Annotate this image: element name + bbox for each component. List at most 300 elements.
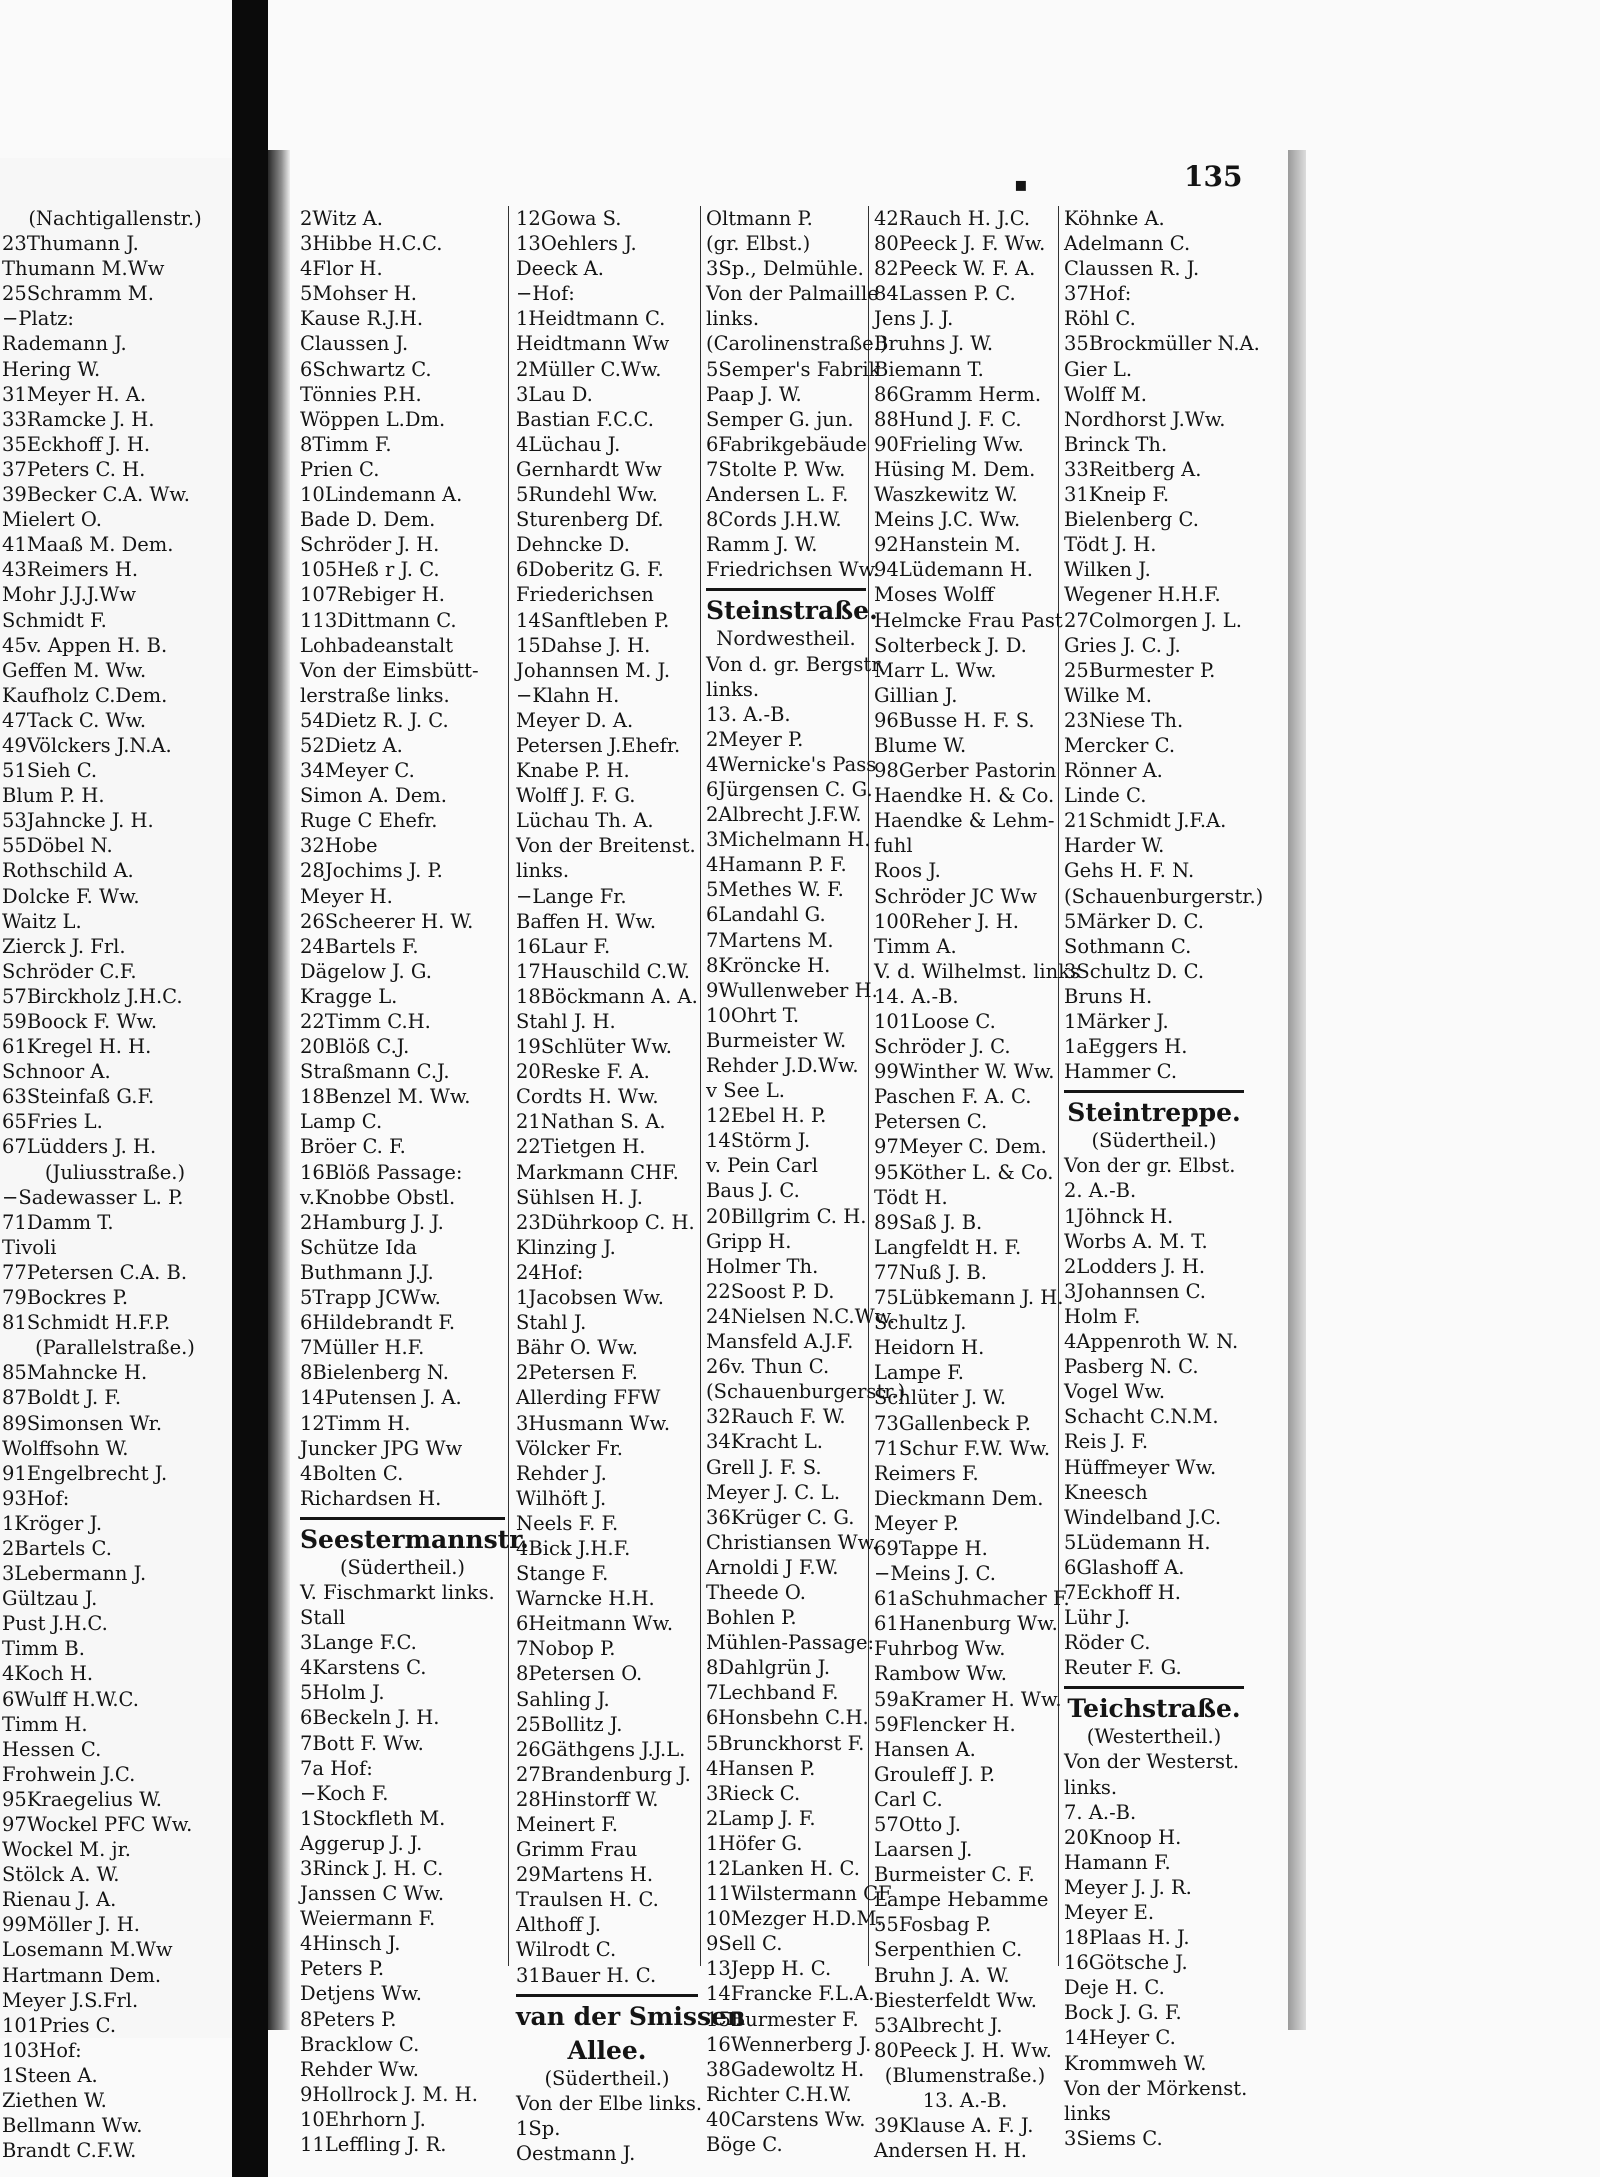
directory-entry: Theede O. (706, 1580, 806, 1604)
directory-entry: (gr. Elbst.) (706, 232, 811, 256)
directory-entry: Tivoli (2, 1235, 57, 1259)
street-note: (Blumenstraße.) (884, 2063, 1046, 2087)
directory-entry: 1Jacobsen Ww. (516, 1286, 664, 1310)
directory-entry: 26Gäthgens J.J.L. (516, 1737, 686, 1761)
directory-entry: 86Gramm Herm. (874, 382, 1042, 406)
directory-entry: 18Böckmann A. A. (516, 984, 698, 1008)
directory-entry: 16Laur F. (516, 934, 611, 958)
directory-entry: 21Nathan S. A. (516, 1110, 666, 1134)
directory-column-5 (1064, 206, 1264, 2151)
directory-entry: 6Jürgensen C. G. (706, 777, 873, 801)
directory-entry: Burmeister C. F. (874, 1863, 1035, 1887)
directory-entry: Prien C. (300, 457, 380, 481)
directory-entry: 51Sieh C. (2, 759, 98, 783)
directory-entry: 1Märker J. (1064, 1010, 1169, 1033)
directory-entry: 57Birckholz J.H.C. (2, 984, 183, 1008)
directory-entry: 20Billgrim C. H. (706, 1204, 867, 1228)
directory-entry: 101Pries C. (2, 2013, 117, 2037)
directory-entry: Schröder J. C. (874, 1035, 1011, 1059)
directory-entry: Straßmann C.J. (300, 1060, 450, 1084)
directory-entry: Richter C.H.W. (706, 2082, 852, 2106)
directory-entry: 34Meyer C. (300, 759, 415, 783)
directory-entry: Sühlsen H. J. (516, 1185, 643, 1209)
directory-entry: Bastian F.C.C. (516, 407, 654, 431)
directory-entry: Solterbeck J. D. (874, 633, 1027, 657)
directory-entry: 8Petersen O. (516, 1662, 643, 1686)
directory-entry: 5Brunckhorst F. (706, 1731, 865, 1755)
directory-entry: 1Kröger J. (2, 1511, 103, 1535)
directory-entry: 6Doberitz G. F. (516, 558, 664, 582)
directory-entry: 41Maaß M. Dem. (2, 533, 174, 557)
directory-entry: 1Höfer G. (706, 1831, 803, 1855)
directory-entry: 71Schur F.W. Ww. (874, 1436, 1051, 1460)
directory-entry: 75Lübkemann J. H. (874, 1286, 1064, 1310)
directory-entry: 82Peeck W. F. A. (874, 257, 1036, 281)
directory-entry: 5Methes W. F. (706, 878, 844, 902)
directory-entry: 14Francke F.L.A. (706, 1982, 875, 2006)
street-note: 13. A.-B. (922, 2089, 1008, 2113)
directory-entry: Bähr O. Ww. (516, 1336, 638, 1360)
directory-entry: 9Hollrock J. M. H. (300, 2082, 478, 2106)
directory-entry: 98Gerber Pastorin (874, 759, 1057, 783)
directory-entry: Von d. gr. Bergstr. (706, 652, 885, 676)
directory-entry: 14Störm J. (706, 1129, 811, 1153)
directory-entry: Ruge C Ehefr. (300, 809, 438, 833)
directory-entry: Blum P. H. (2, 784, 105, 808)
street-note: (Juliusstraße.) (44, 1160, 186, 1184)
directory-entry: Lamp C. (300, 1110, 383, 1134)
directory-entry: Schröder C.F. (2, 959, 137, 983)
directory-entry: Dieckmann Dem. (874, 1486, 1044, 1510)
directory-entry: 42Rauch H. J.C. (874, 207, 1031, 230)
directory-entry: 100Reher J. H. (874, 909, 1019, 933)
directory-entry: 10Ohrt T. (706, 1003, 800, 1027)
directory-entry: 24Hof: (516, 1260, 584, 1284)
directory-entry: Friederichsen (516, 583, 654, 607)
directory-entry: 5Rundehl Ww. (516, 483, 658, 507)
directory-entry: −Klahn H. (516, 683, 620, 707)
directory-entry: Bock J. G. F. (1064, 2001, 1182, 2025)
directory-entry: Meyer P. (874, 1511, 959, 1535)
directory-entry: 52Dietz A. (300, 733, 403, 757)
directory-entry: 87Boldt J. F. (2, 1386, 122, 1410)
directory-entry: 96Busse H. F. S. (874, 708, 1035, 732)
directory-entry: Frohwein J.C. (2, 1762, 136, 1786)
directory-entry: 71Damm T. (2, 1210, 114, 1234)
directory-entry: Rönner A. (1064, 759, 1163, 783)
directory-entry: Gripp H. (706, 1229, 792, 1253)
street-note: (Schauenburgerstr.) (1064, 884, 1264, 908)
directory-entry: 18Plaas H. J. (1064, 1926, 1190, 1950)
directory-entry: Völcker Fr. (516, 1436, 623, 1460)
directory-entry: Knabe P. H. (516, 759, 630, 783)
street-heading: Steinstraße. (706, 596, 878, 626)
directory-entry: 23Niese Th. (1064, 708, 1184, 732)
directory-entry: 4Koch H. (2, 1662, 94, 1686)
directory-entry: 59aKramer H. Ww. (874, 1687, 1062, 1711)
directory-entry: 4Bolten C. (300, 1461, 404, 1485)
directory-entry: 28Jochims J. P. (300, 859, 443, 883)
directory-entry: 7Müller H.F. (300, 1336, 425, 1360)
directory-entry: 6Glashoff A. (1064, 1555, 1185, 1579)
directory-entry: Lampe Hebamme (874, 1888, 1049, 1912)
directory-entry: 14. A.-B. (874, 984, 959, 1008)
directory-entry: Hartmann Dem. (2, 1963, 162, 1987)
section-rule (706, 588, 866, 591)
directory-entry: 6Landahl G. (706, 903, 826, 927)
directory-entry: Schröder J. H. (300, 533, 440, 557)
directory-entry: Bielenberg C. (1064, 508, 1199, 532)
directory-entry: 13Oehlers J. (516, 232, 637, 256)
directory-entry: 12Gowa S. (516, 207, 622, 230)
directory-entry: Zierck J. Frl. (2, 934, 126, 958)
directory-entry: Biemann T. (874, 357, 984, 381)
directory-entry: 2Müller C.Ww. (516, 357, 662, 381)
directory-entry: 2Lodders J. H. (1064, 1254, 1206, 1278)
directory-entry: Wolff M. (1064, 382, 1147, 406)
directory-entry: 59Boock F. Ww. (2, 1010, 158, 1033)
directory-entry: Simon A. Dem. (300, 784, 447, 808)
directory-entry: Bröer C. F. (300, 1135, 406, 1159)
directory-entry: 35Eckhoff J. H. (2, 432, 151, 456)
directory-entry: 7Eckhoff H. (1064, 1580, 1181, 1604)
directory-entry: 61Hanenburg Ww. (874, 1612, 1058, 1636)
directory-entry: 65Fries L. (2, 1110, 103, 1134)
directory-entry: Tödt J. H. (1064, 533, 1157, 557)
directory-entry: 1Steen A. (2, 2063, 98, 2087)
directory-entry: Andersen H. H. (874, 2139, 1027, 2163)
directory-entry: Nordhorst J.Ww. (1064, 407, 1226, 431)
directory-entry: Worbs A. M. T. (1064, 1229, 1208, 1253)
directory-column-left-page (2, 206, 228, 2163)
directory-entry: Von der Mörkenst. (1064, 2076, 1248, 2100)
directory-entry: Klinzing J. (516, 1235, 616, 1259)
directory-entry: Harder W. (1064, 834, 1165, 858)
directory-entry: Schacht C.N.M. (1064, 1405, 1219, 1429)
directory-entry: 28Hinstorff W. (516, 1787, 659, 1811)
directory-entry: Mühlen-Passage: (706, 1631, 875, 1655)
directory-entry: 2Bartels C. (2, 1536, 112, 1560)
directory-entry: Krommweh W. (1064, 2051, 1207, 2075)
directory-entry: Claussen R. J. (1064, 257, 1200, 281)
directory-entry: 16Götsche J. (1064, 1951, 1188, 1975)
directory-entry: Dolcke F. Ww. (2, 884, 140, 908)
directory-entry: −Platz: (2, 307, 75, 331)
directory-entry: Stall (300, 1606, 346, 1630)
directory-entry: Bade D. Dem. (300, 508, 436, 532)
directory-entry: 3Hibbe H.C.C. (300, 232, 443, 256)
directory-entry: 5Mohser H. (300, 282, 417, 306)
directory-entry: Schröder JC Ww (874, 884, 1038, 908)
directory-entry: 5Semper's Fabrik (706, 357, 881, 381)
directory-entry: 23Thumann J. (2, 232, 139, 256)
directory-entry: −Lange Fr. (516, 884, 627, 908)
directory-entry: Timm A. (874, 934, 957, 958)
directory-entry: −Hof: (516, 282, 575, 306)
directory-entry: 4Hamann P. F. (706, 853, 847, 877)
directory-entry: Von der Breitenst. (516, 834, 696, 858)
directory-entry: Baffen H. Ww. (516, 909, 657, 933)
directory-entry: Thumann M.Ww (2, 257, 165, 281)
directory-entry: 80Peeck J. F. Ww. (874, 232, 1046, 256)
directory-entry: 24Nielsen N.C.Ww. (706, 1304, 896, 1328)
directory-entry: Meyer J. C. L. (706, 1480, 841, 1504)
directory-entry: Meinert F. (516, 1813, 618, 1836)
directory-entry: 15Burmester F. (706, 2007, 859, 2031)
directory-entry: v. Pein Carl (706, 1154, 818, 1178)
directory-entry: Kragge L. (300, 984, 398, 1008)
directory-entry: 88Hund J. F. C. (874, 407, 1022, 431)
directory-entry: 45v. Appen H. B. (2, 633, 168, 657)
directory-entry: 3Lau D. (516, 382, 593, 406)
directory-entry: Christiansen Ww. (706, 1530, 879, 1554)
directory-entry: Vogel Ww. (1064, 1380, 1166, 1404)
directory-entry: 7Martens M. (706, 928, 834, 952)
directory-entry: Losemann M.Ww (2, 1938, 173, 1962)
directory-entry: Timm B. (2, 1637, 85, 1661)
street-note: (Nachtigallenstr.) (28, 207, 202, 230)
directory-entry: 5Märker D. C. (1064, 909, 1204, 933)
directory-entry: Baus J. C. (706, 1179, 800, 1203)
directory-entry: Detjens Ww. (300, 1982, 422, 2006)
directory-entry: 67Lüdders J. H. (2, 1135, 157, 1159)
directory-entry: 7. A.-B. (1064, 1800, 1137, 1824)
directory-entry: 1Stockfleth M. (300, 1806, 446, 1830)
directory-entry: Weiermann F. (300, 1907, 436, 1931)
directory-entry: Rothschild A. (2, 859, 134, 883)
directory-entry: Paap J. W. (706, 382, 802, 406)
directory-entry: 12Timm H. (300, 1411, 411, 1435)
directory-entry: 3Rinck J. H. C. (300, 1857, 444, 1880)
directory-entry: Schultz J. (874, 1311, 967, 1335)
directory-entry: 3Lange F.C. (300, 1631, 417, 1655)
directory-entry: 4Hansen P. (706, 1756, 816, 1780)
directory-entry: 20Reske F. A. (516, 1060, 650, 1084)
directory-entry: Stölck A. W. (2, 1863, 120, 1887)
directory-entry: 14Sanftleben P. (516, 608, 670, 632)
directory-entry: links (1064, 2101, 1111, 2125)
directory-entry: Pasberg N. C. (1064, 1355, 1199, 1379)
directory-entry: 33Reitberg A. (1064, 457, 1202, 481)
directory-entry: 14Heyer C. (1064, 2026, 1176, 2050)
section-rule (1064, 1686, 1244, 1689)
directory-entry: 8Cords J.H.W. (706, 508, 842, 532)
directory-entry: 59Flencker H. (874, 1712, 1016, 1736)
directory-entry: Bellmann Ww. (2, 2114, 143, 2138)
directory-entry: Böge C. (706, 2133, 783, 2157)
directory-entry: Köhnke A. (1064, 207, 1165, 230)
directory-entry: 8Bielenberg N. (300, 1361, 449, 1385)
directory-entry: Deje H. C. (1064, 1976, 1165, 2000)
directory-entry: 9Sell C. (706, 1932, 783, 1956)
directory-entry: 3Johannsen C. (1064, 1279, 1206, 1303)
directory-entry: Lüchau Th. A. (516, 809, 654, 833)
directory-entry: 3Lebermann J. (2, 1562, 147, 1586)
directory-entry: 103Hof: (2, 2038, 82, 2062)
directory-entry: 73Gallenbeck P. (874, 1411, 1031, 1435)
directory-entry: 4Appenroth W. N. (1064, 1330, 1239, 1354)
directory-entry: 61aSchuhmacher F. (874, 1587, 1070, 1611)
directory-entry: 26v. Thun C. (706, 1355, 830, 1379)
directory-entry: Bracklow C. (300, 2032, 420, 2056)
directory-entry: Rademann J. (2, 332, 127, 356)
directory-entry: Brinck Th. (1064, 432, 1168, 456)
directory-entry: Rehder Ww. (300, 2057, 419, 2081)
directory-entry: Reuter F. G. (1064, 1656, 1182, 1680)
directory-entry: 17Hauschild C.W. (516, 959, 690, 983)
directory-entry: Schnoor A. (2, 1060, 111, 1084)
directory-entry: 113Dittmann C. (300, 608, 457, 632)
directory-entry: Bruhn J. A. W. (874, 1963, 1010, 1987)
directory-entry: Wolffsohn W. (2, 1436, 129, 1460)
directory-entry: 105Heß r J. C. (300, 558, 440, 582)
directory-entry: −Koch F. (300, 1781, 389, 1805)
directory-entry: 22Tietgen H. (516, 1135, 646, 1159)
directory-entry: Mohr J.J.J.Ww (2, 583, 137, 607)
directory-entry: Hering W. (2, 357, 101, 381)
directory-entry: −Meins J. C. (874, 1562, 996, 1586)
directory-entry: Jens J. J. (874, 307, 954, 331)
directory-entry: Rehder J.D.Ww. (706, 1054, 859, 1077)
directory-entry: 7a Hof: (300, 1756, 373, 1780)
directory-entry: Reimers F. (874, 1461, 979, 1485)
directory-entry: 35Brockmüller N.A. (1064, 332, 1260, 356)
directory-entry: Lühr J. (1064, 1606, 1131, 1630)
directory-entry: Bruhns J. W. (874, 332, 994, 356)
section-rule (516, 1994, 698, 1997)
directory-entry: Warncke H.H. (516, 1587, 655, 1611)
directory-entry: 91Engelbrecht J. (2, 1461, 168, 1485)
directory-entry: 54Dietz R. J. C. (300, 708, 449, 732)
street-note: (Südertheil.) (339, 1555, 466, 1579)
directory-entry: 7Stolte P. Ww. (706, 457, 846, 481)
directory-entry: Holmer Th. (706, 1254, 819, 1278)
directory-entry: 99Möller J. H. (2, 1913, 140, 1937)
directory-entry: 31Meyer H. A. (2, 382, 147, 406)
directory-entry: Grell J. F. S. (706, 1455, 822, 1479)
directory-entry: Langfeldt H. F. (874, 1235, 1022, 1259)
directory-entry: 3Sp., Delmühle. (706, 257, 864, 281)
directory-entry: Grouleff J. P. (874, 1762, 996, 1786)
directory-entry: 9Wullenweber H. (706, 978, 878, 1002)
directory-entry: Laarsen J. (874, 1838, 973, 1862)
directory-entry: 3Michelmann H. (706, 828, 871, 852)
directory-entry: Friedrichsen Ww. (706, 558, 880, 582)
directory-entry: Hamann F. (1064, 1850, 1171, 1874)
directory-entry: Geffen M. Ww. (2, 658, 147, 682)
directory-entry: V. d. Wilhelmst. links (874, 959, 1081, 983)
directory-entry: 23Dührkoop C. H. (516, 1210, 695, 1234)
directory-entry: 1aEggers H. (1064, 1035, 1188, 1059)
directory-entry: Reis J. F. (1064, 1430, 1149, 1454)
directory-entry: Marr L. Ww. (874, 658, 997, 682)
directory-entry: 8Kröncke H. (706, 953, 831, 977)
directory-entry: 20Knoop H. (1064, 1825, 1182, 1849)
directory-entry: 39Klause A. F. J. (874, 2114, 1034, 2138)
directory-entry: Hüsing M. Dem. (874, 457, 1036, 481)
directory-entry: Schütze Ida (300, 1235, 418, 1259)
directory-entry: 69Tappe H. (874, 1536, 988, 1560)
directory-entry: 2Lamp J. F. (706, 1806, 816, 1830)
directory-entry: Linde C. (1064, 784, 1147, 808)
directory-entry: 81Schmidt H.F.P. (2, 1311, 171, 1335)
section-rule (300, 1517, 505, 1520)
directory-entry: 21Schmidt J.F.A. (1064, 809, 1227, 833)
directory-entry: Mielert O. (2, 508, 102, 532)
directory-entry: Meins J.C. Ww. (874, 508, 1021, 532)
directory-entry: 7Bott F. Ww. (300, 1731, 424, 1755)
directory-entry: Wockel M. jr. (2, 1838, 131, 1862)
directory-entry: Schlüter J. W. (874, 1386, 1007, 1410)
directory-entry: Hammer C. (1064, 1060, 1178, 1084)
directory-entry: 22Soost P. D. (706, 1279, 835, 1303)
directory-entry: 16Wennerberg J. (706, 2032, 872, 2056)
directory-entry: 47Tack C. Ww. (2, 708, 147, 732)
directory-entry: Serpenthien C. (874, 1938, 1023, 1962)
directory-entry: Wilken J. (1064, 558, 1151, 582)
directory-entry: 97Meyer C. Dem. (874, 1135, 1047, 1159)
directory-entry: 53Albrecht J. (874, 2013, 1003, 2037)
directory-entry: Oltmann P. (706, 207, 813, 230)
directory-entry: Waitz L. (2, 909, 82, 933)
directory-entry: Aggerup J. J. (300, 1831, 423, 1855)
directory-entry: Fuhrbog Ww. (874, 1637, 1006, 1661)
directory-entry: 15Dahse J. H. (516, 633, 651, 657)
street-note: (Schauenburgerstr.) (706, 1380, 906, 1404)
directory-entry: V. Fischmarkt links. (300, 1580, 495, 1604)
directory-entry: 24Bartels F. (300, 934, 419, 958)
directory-entry: Waszkewitz W. (874, 483, 1018, 507)
directory-entry: links. (706, 677, 760, 701)
directory-entry: 99Winther W. Ww. (874, 1060, 1055, 1084)
directory-entry: 55Döbel N. (2, 834, 113, 858)
directory-entry: 11Wilstermann CF (706, 1882, 892, 1906)
directory-entry: Mercker C. (1064, 733, 1176, 757)
directory-entry: 39Becker C.A. Ww. (2, 483, 191, 507)
directory-entry: Moses Wolff (874, 583, 995, 607)
directory-entry: Hüffmeyer Ww. (1064, 1455, 1217, 1479)
directory-entry: 6Honsbehn C.H. (706, 1706, 869, 1730)
directory-entry: 85Mahncke H. (2, 1361, 148, 1385)
directory-entry: (Carolinenstraße.) (706, 332, 888, 356)
directory-entry: Gier L. (1064, 357, 1133, 381)
printer-mark: ▪ (1014, 172, 1028, 196)
directory-entry: 94Lüdemann H. (874, 558, 1033, 582)
street-note: (Westertheil.) (1086, 1725, 1222, 1749)
directory-entry: Andersen L. F. (706, 483, 849, 507)
directory-entry: 25Bollitz J. (516, 1712, 623, 1736)
directory-entry: Bruns H. (1064, 984, 1153, 1008)
directory-entry: Hansen A. (874, 1737, 976, 1761)
directory-entry: 6Fabrikgebäude (706, 432, 867, 456)
directory-entry: Claussen J. (300, 332, 409, 356)
street-note: (Südertheil.) (544, 2066, 670, 2090)
directory-entry: Wegener H.H.F. (1064, 583, 1221, 607)
directory-entry: 26Scheerer H. W. (300, 909, 474, 933)
directory-entry: 2Albrecht J.F.W. (706, 803, 862, 827)
directory-entry: Dehncke D. (516, 533, 630, 557)
directory-entry: 2Meyer P. (706, 727, 804, 751)
directory-entry: 95Köther L. & Co. (874, 1160, 1054, 1184)
directory-entry: Pust J.H.C. (2, 1612, 108, 1636)
directory-column-1 (300, 206, 529, 2157)
directory-entry: Helmcke Frau Past (874, 608, 1063, 632)
directory-entry: 25Burmester P. (1064, 658, 1216, 682)
directory-entry: v See L. (706, 1079, 785, 1103)
directory-entry: 12Lanken H. C. (706, 1857, 860, 1880)
directory-entry: 4Bick J.H.F. (516, 1536, 631, 1560)
directory-entry: Brandt C.F.W. (2, 2139, 137, 2163)
